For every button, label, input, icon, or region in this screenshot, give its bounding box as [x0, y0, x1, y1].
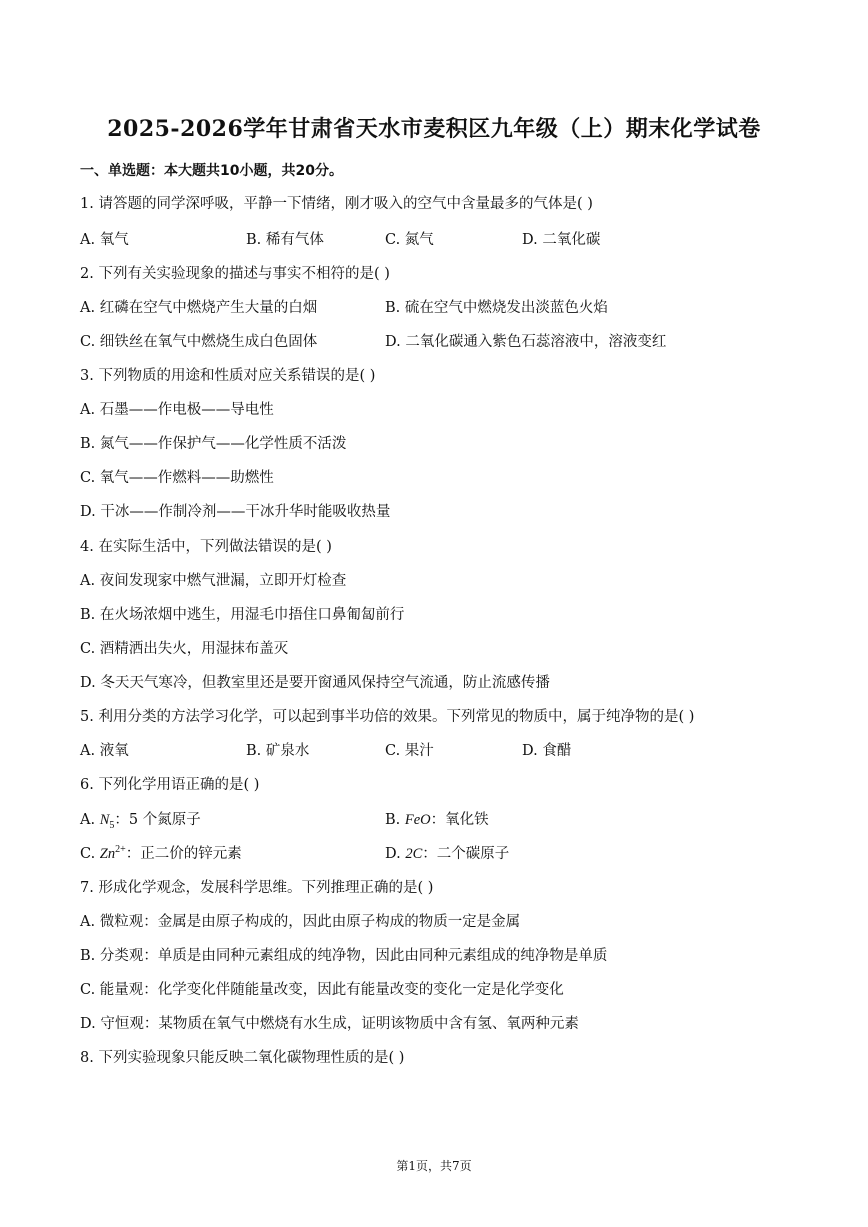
- question-5-option-a: A. 液氧: [80, 743, 129, 759]
- question-5-option-d: D. 食醋: [522, 743, 572, 759]
- question-3-option-a: A. 石墨——作电极——导电性: [80, 402, 274, 418]
- question-7-stem: 7. 形成化学观念，发展科学思维。下列推理正确的是( ): [80, 880, 434, 896]
- question-1-stem: 1. 请答题的同学深呼吸，平静一下情绪，刚才吸入的空气中含量最多的气体是( ): [80, 196, 593, 212]
- page-title: 2025-2026学年甘肃省天水市麦积区九年级（上）期末化学试卷: [107, 116, 761, 142]
- option-text: ：5 个氮原子: [114, 812, 201, 828]
- option-label: A.: [80, 812, 100, 828]
- formula-2c: 2C: [405, 846, 423, 862]
- question-6-stem: 6. 下列化学用语正确的是( ): [80, 777, 260, 793]
- page-footer: 第1页，共7页: [396, 1159, 472, 1173]
- question-1-option-c: C. 氮气: [385, 232, 434, 248]
- question-4-option-a: A. 夜间发现家中燃气泄漏，立即开灯检查: [80, 573, 347, 589]
- question-6-option-a: [80, 808, 201, 831]
- option-label: C.: [80, 846, 100, 862]
- question-7-option-b: B. 分类观：单质是由同种元素组成的纯净物，因此由同种元素组成的纯净物是单质: [80, 948, 608, 964]
- question-2-option-a: A. 红磷在空气中燃烧产生大量的白烟: [80, 300, 318, 316]
- question-8-stem: 8. 下列实验现象只能反映二氧化碳物理性质的是( ): [80, 1050, 405, 1066]
- question-3-option-b: B. 氮气——作保护气——化学性质不活泼: [80, 436, 347, 452]
- formula-base: Zn: [99, 846, 116, 862]
- question-2-option-b: B. 硫在空气中燃烧发出淡蓝色火焰: [385, 300, 608, 316]
- section-heading: 一、单选题：本大题共10小题，共20分。: [80, 163, 343, 179]
- formula-feo: FeO: [404, 812, 431, 828]
- option-text: ：正二价的锌元素: [125, 846, 242, 862]
- question-5-option-b: B. 矿泉水: [246, 743, 310, 759]
- question-2-option-c: C. 细铁丝在氧气中燃烧生成白色固体: [80, 334, 318, 350]
- question-4-option-c: C. 酒精洒出失火，用湿抹布盖灭: [80, 641, 289, 657]
- question-2-stem: 2. 下列有关实验现象的描述与事实不相符的是( ): [80, 266, 390, 282]
- question-1-option-a: A. 氧气: [80, 232, 129, 248]
- question-3-stem: 3. 下列物质的用途和性质对应关系错误的是( ): [80, 368, 376, 384]
- formula-subscript: 5: [109, 819, 115, 831]
- question-4-option-d: D. 冬天天气寒冷，但教室里还是要开窗通风保持空气流通，防止流感传播: [80, 675, 550, 691]
- question-7-option-c: C. 能量观：化学变化伴随能量改变，因此有能量改变的变化一定是化学变化: [80, 982, 564, 998]
- question-1-option-d: D. 二氧化碳: [522, 232, 601, 248]
- option-text: ：氧化铁: [430, 812, 489, 828]
- question-4-stem: 4. 在实际生活中，下列做法错误的是( ): [80, 539, 332, 555]
- question-3-option-d: D. 干冰——作制冷剂——干冰升华时能吸收热量: [80, 504, 391, 520]
- question-2-option-d: D. 二氧化碳通入紫色石蕊溶液中，溶液变红: [385, 334, 667, 350]
- formula-zn2plus: [100, 846, 126, 862]
- question-6-option-b: [385, 808, 489, 829]
- question-7-option-a: A. 微粒观：金属是由原子构成的，因此由原子构成的物质一定是金属: [80, 914, 521, 930]
- option-label: D.: [385, 846, 406, 862]
- question-6-option-d: [385, 842, 509, 863]
- option-text: ：二个碳原子: [422, 846, 510, 862]
- question-1-option-b: B. 稀有气体: [246, 232, 324, 248]
- question-5-stem: 5. 利用分类的方法学习化学，可以起到事半功倍的效果。下列常见的物质中，属于纯净物的是( ): [80, 709, 695, 725]
- question-4-option-b: B. 在火场浓烟中逃生，用湿毛巾捂住口鼻匍匐前行: [80, 607, 405, 623]
- question-7-option-d: D. 守恒观：某物质在氧气中燃烧有水生成，证明该物质中含有氢、氧两种元素: [80, 1016, 579, 1032]
- question-3-option-c: C. 氧气——作燃料——助燃性: [80, 470, 274, 486]
- option-label: B.: [385, 812, 405, 828]
- question-5-option-c: C. 果汁: [385, 743, 434, 759]
- question-6-option-c: [80, 842, 242, 863]
- formula-base: N: [99, 812, 110, 828]
- formula-n5: [99, 812, 115, 831]
- formula-superscript: 2+: [115, 844, 126, 856]
